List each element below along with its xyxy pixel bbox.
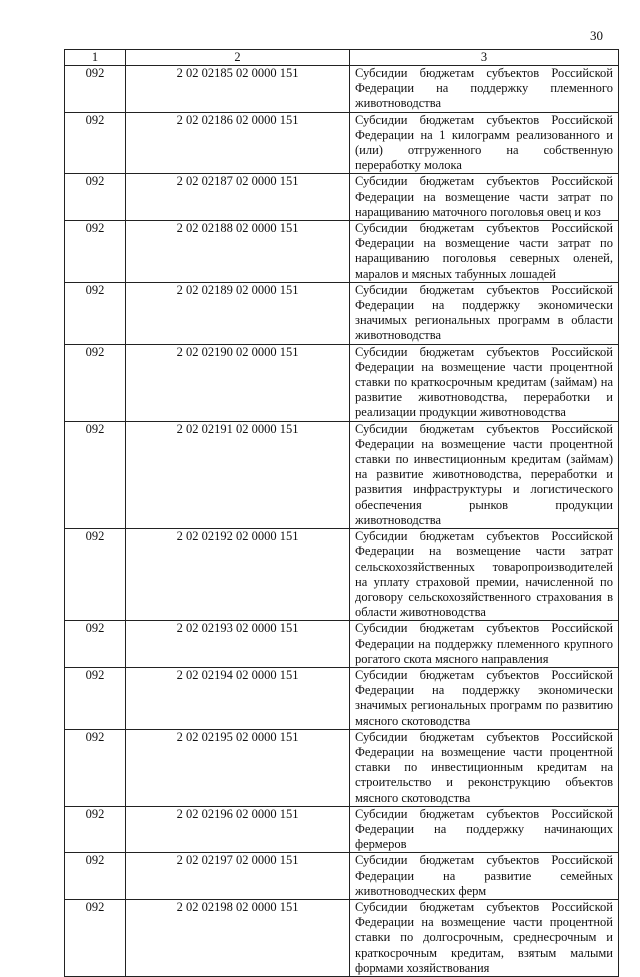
table-row: [65, 621, 619, 668]
admin-code-cell: 092: [65, 174, 126, 221]
table-row: [65, 174, 619, 221]
admin-code-cell: 092: [65, 853, 126, 900]
table-row: [65, 667, 619, 729]
budget-code-cell: 2 02 02193 02 0000 151: [126, 621, 350, 668]
admin-code-cell: 092: [65, 621, 126, 668]
admin-code-cell: 092: [65, 421, 126, 528]
table-row: [65, 221, 619, 283]
table-row: [65, 344, 619, 421]
column-header-3: 3: [350, 50, 619, 66]
admin-code-cell: 092: [65, 529, 126, 621]
description-cell: Субсидии бюджетам субъектов Российской Федерации на 1 килограмм реализованного и (или) отгруженного на собственную переработку молока: [350, 112, 619, 174]
description-cell: Субсидии бюджетам субъектов Российской Федерации на поддержку начинающих фермеров: [350, 806, 619, 853]
admin-code-cell: 092: [65, 221, 126, 283]
description-cell: Субсидии бюджетам субъектов Российской Федерации на возмещение части процентной ставки по краткосрочным кредитам (займам) на развитие животноводства, переработки и реализации продукции животноводства: [350, 344, 619, 421]
budget-code-cell: 2 02 02186 02 0000 151: [126, 112, 350, 174]
admin-code-cell: 092: [65, 112, 126, 174]
page-number: 30: [590, 28, 603, 43]
column-header-1: 1: [65, 50, 126, 66]
table-row: [65, 282, 619, 344]
budget-code-cell: 2 02 02192 02 0000 151: [126, 529, 350, 621]
table-row: [65, 806, 619, 853]
budget-code-cell: 2 02 02198 02 0000 151: [126, 899, 350, 976]
budget-code-cell: 2 02 02187 02 0000 151: [126, 174, 350, 221]
table-row: [65, 66, 619, 113]
admin-code-cell: 092: [65, 806, 126, 853]
description-cell: Субсидии бюджетам субъектов Российской Федерации на возмещение части процентной ставки по долгосрочным, среднесрочным и краткосрочным кредитам, взятым малыми формами хозяйствования: [350, 899, 619, 976]
admin-code-cell: 092: [65, 667, 126, 729]
description-cell: Субсидии бюджетам субъектов Российской Федерации на поддержку племенного животноводства: [350, 66, 619, 113]
description-cell: Субсидии бюджетам субъектов Российской Федерации на поддержку племенного крупного рогатого скота мясного направления: [350, 621, 619, 668]
description-cell: Субсидии бюджетам субъектов Российской Федерации на возмещение части процентной ставки по инвестиционным кредитам (займам) на развитие животноводства, переработки и развития инфраструктуры и логистического обеспечения рынков продукции животноводства: [350, 421, 619, 528]
table-row: [65, 853, 619, 900]
budget-code-cell: 2 02 02189 02 0000 151: [126, 282, 350, 344]
description-cell: Субсидии бюджетам субъектов Российской Федерации на возмещение части затрат по наращиванию поголовья северных оленей, маралов и мясных табунных лошадей: [350, 221, 619, 283]
admin-code-cell: 092: [65, 282, 126, 344]
description-cell: Субсидии бюджетам субъектов Российской Федерации на развитие семейных животноводческих ферм: [350, 853, 619, 900]
table-row: [65, 421, 619, 528]
budget-code-cell: 2 02 02196 02 0000 151: [126, 806, 350, 853]
admin-code-cell: 092: [65, 899, 126, 976]
table-row: [65, 529, 619, 621]
table-row: [65, 899, 619, 976]
admin-code-cell: 092: [65, 729, 126, 806]
budget-code-cell: 2 02 02185 02 0000 151: [126, 66, 350, 113]
description-cell: Субсидии бюджетам субъектов Российской Федерации на поддержку экономически значимых региональных программ в области животноводства: [350, 282, 619, 344]
table-row: [65, 112, 619, 174]
budget-codes-table: [64, 49, 619, 977]
column-header-2: 2: [126, 50, 350, 66]
admin-code-cell: 092: [65, 344, 126, 421]
budget-code-cell: 2 02 02190 02 0000 151: [126, 344, 350, 421]
table-header-row: [65, 50, 619, 66]
description-cell: Субсидии бюджетам субъектов Российской Федерации на возмещение части затрат по наращиванию маточного поголовья овец и коз: [350, 174, 619, 221]
table-row: [65, 729, 619, 806]
budget-code-cell: 2 02 02194 02 0000 151: [126, 667, 350, 729]
budget-code-cell: 2 02 02191 02 0000 151: [126, 421, 350, 528]
budget-code-cell: 2 02 02188 02 0000 151: [126, 221, 350, 283]
description-cell: Субсидии бюджетам субъектов Российской Федерации на поддержку экономически значимых региональных программ по развитию мясного скотоводства: [350, 667, 619, 729]
budget-code-cell: 2 02 02197 02 0000 151: [126, 853, 350, 900]
description-cell: Субсидии бюджетам субъектов Российской Федерации на возмещение части процентной ставки по инвестиционным кредитам на строительство и реконструкцию объектов мясного скотоводства: [350, 729, 619, 806]
description-cell: Субсидии бюджетам субъектов Российской Федерации на возмещение части затрат сельскохозяйственных товаропроизводителей на уплату страховой премии, начисленной по договору сельскохозяйственного страхования в области животноводства: [350, 529, 619, 621]
budget-code-cell: 2 02 02195 02 0000 151: [126, 729, 350, 806]
admin-code-cell: 092: [65, 66, 126, 113]
